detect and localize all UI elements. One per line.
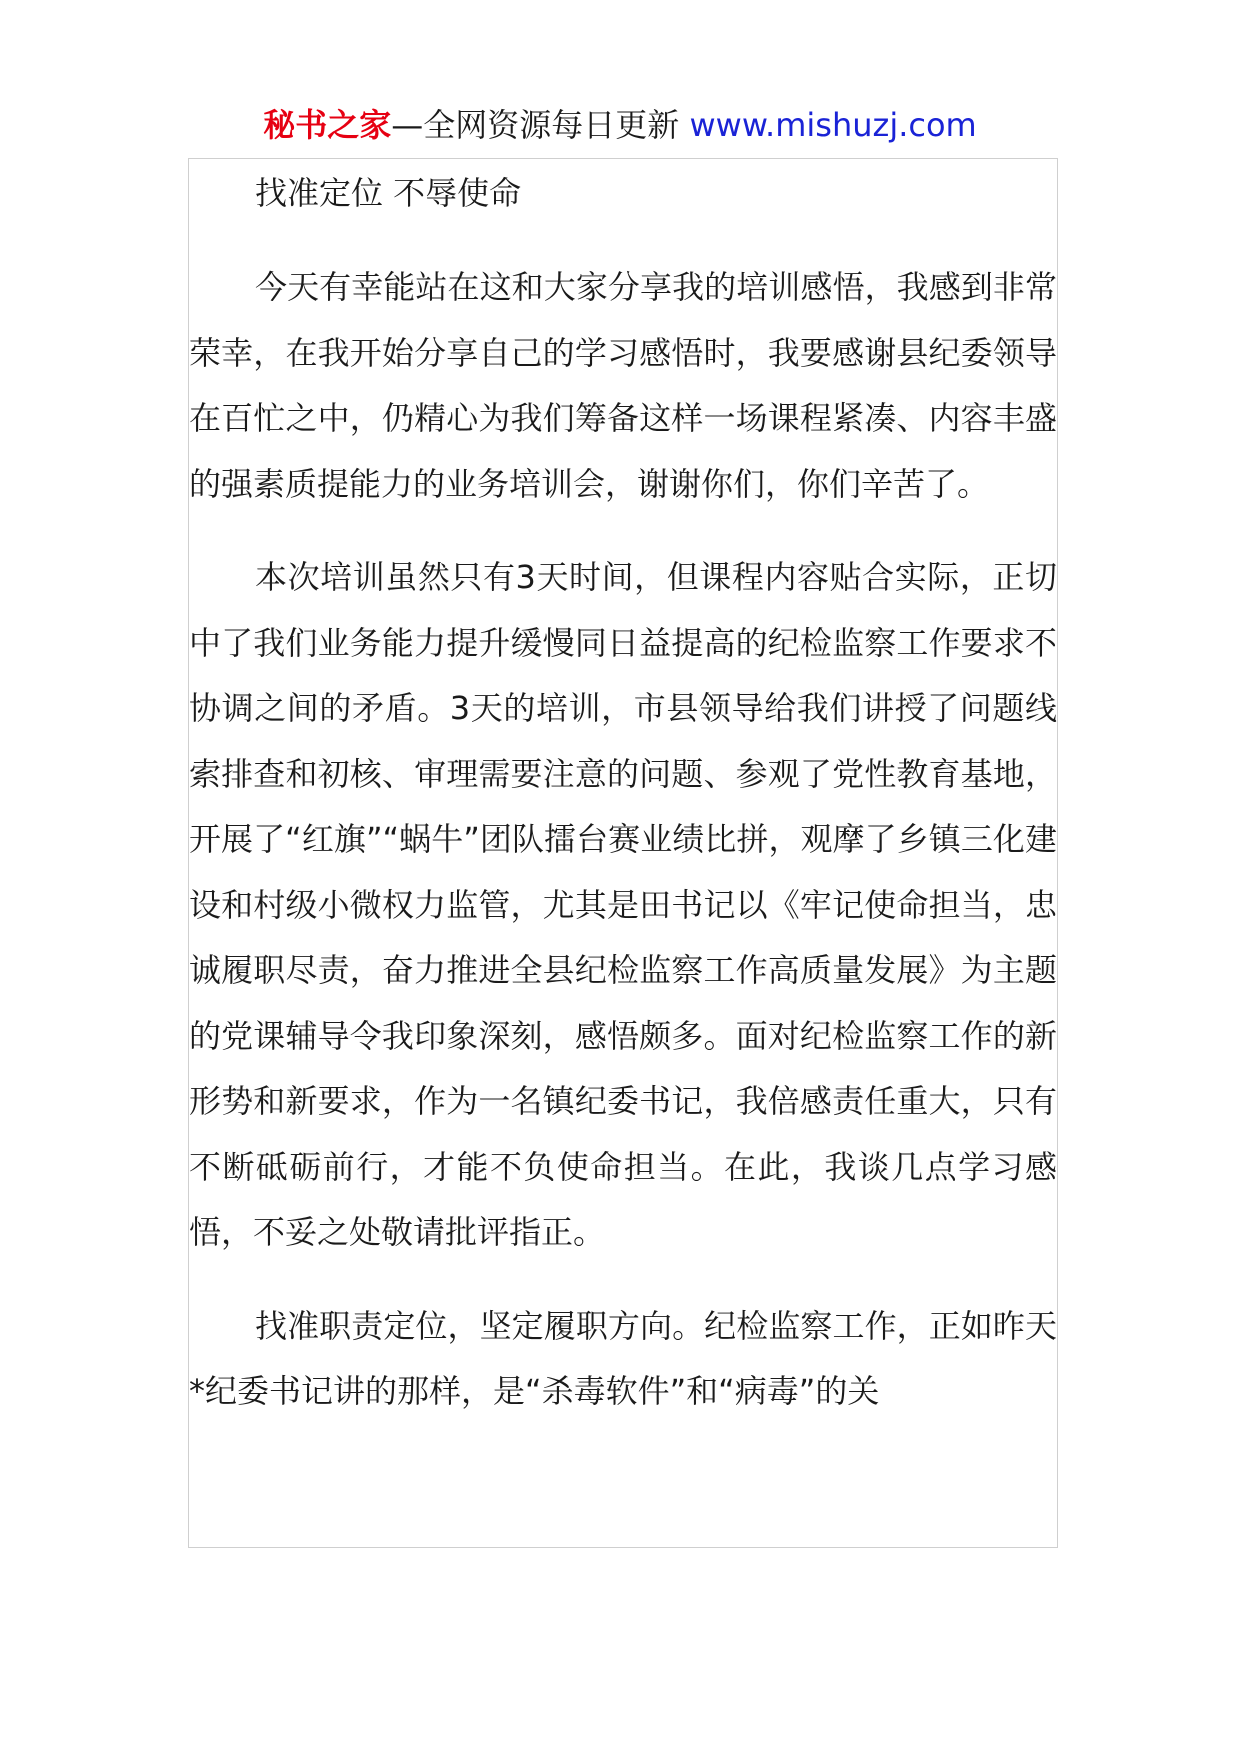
site-url-link[interactable]: www.mishuzj.com [689, 106, 977, 144]
site-brand: 秘书之家 [263, 106, 392, 144]
page-header [0, 103, 1240, 147]
site-tagline: —全网资源每日更新 [391, 106, 680, 144]
paragraph: 今天有幸能站在这和大家分享我的培训感悟，我感到非常荣幸，在我开始分享自己的学习感悟时，我要感谢县纪委领导在百忙之中，仍精心为我们筹备这样一场课程紧凑、内容丰盛的强素质提能力的业务培训会，谢谢你们，你们辛苦了。 [189, 268, 1057, 503]
document-frame [188, 158, 1058, 1548]
document-body [189, 171, 1057, 1453]
paragraph: 找准职责定位，坚定履职方向。纪检监察工作，正如昨天*纪委书记讲的那样，是“杀毒软件”和“病毒”的关 [189, 1306, 1057, 1410]
document-title: 找准定位 不辱使命 [255, 174, 522, 212]
paragraph: 本次培训虽然只有3天时间，但课程内容贴合实际，正切中了我们业务能力提升缓慢同日益提高的纪检监察工作要求不协调之间的矛盾。3天的培训，市县领导给我们讲授了问题线索排查和初核、审理需要注意的问题、参观了党性教育基地，开展了“红旗”“蜗牛”团队擂台赛业绩比拼，观摩了乡镇三化建设和村级小微权力监管，尤其是田书记以《牢记使命担当，忠诚履职尽责，奋力推进全县纪检监察工作高质量发展》为主题的党课辅导令我印象深刻，感悟颇多。面对纪检监察工作的新形势和新要求，作为一名镇纪委书记，我倍感责任重大，只有不断砥砺前行，才能不负使命担当。在此，我谈几点学习感悟，不妥之处敬请批评指正。 [189, 558, 1057, 1251]
